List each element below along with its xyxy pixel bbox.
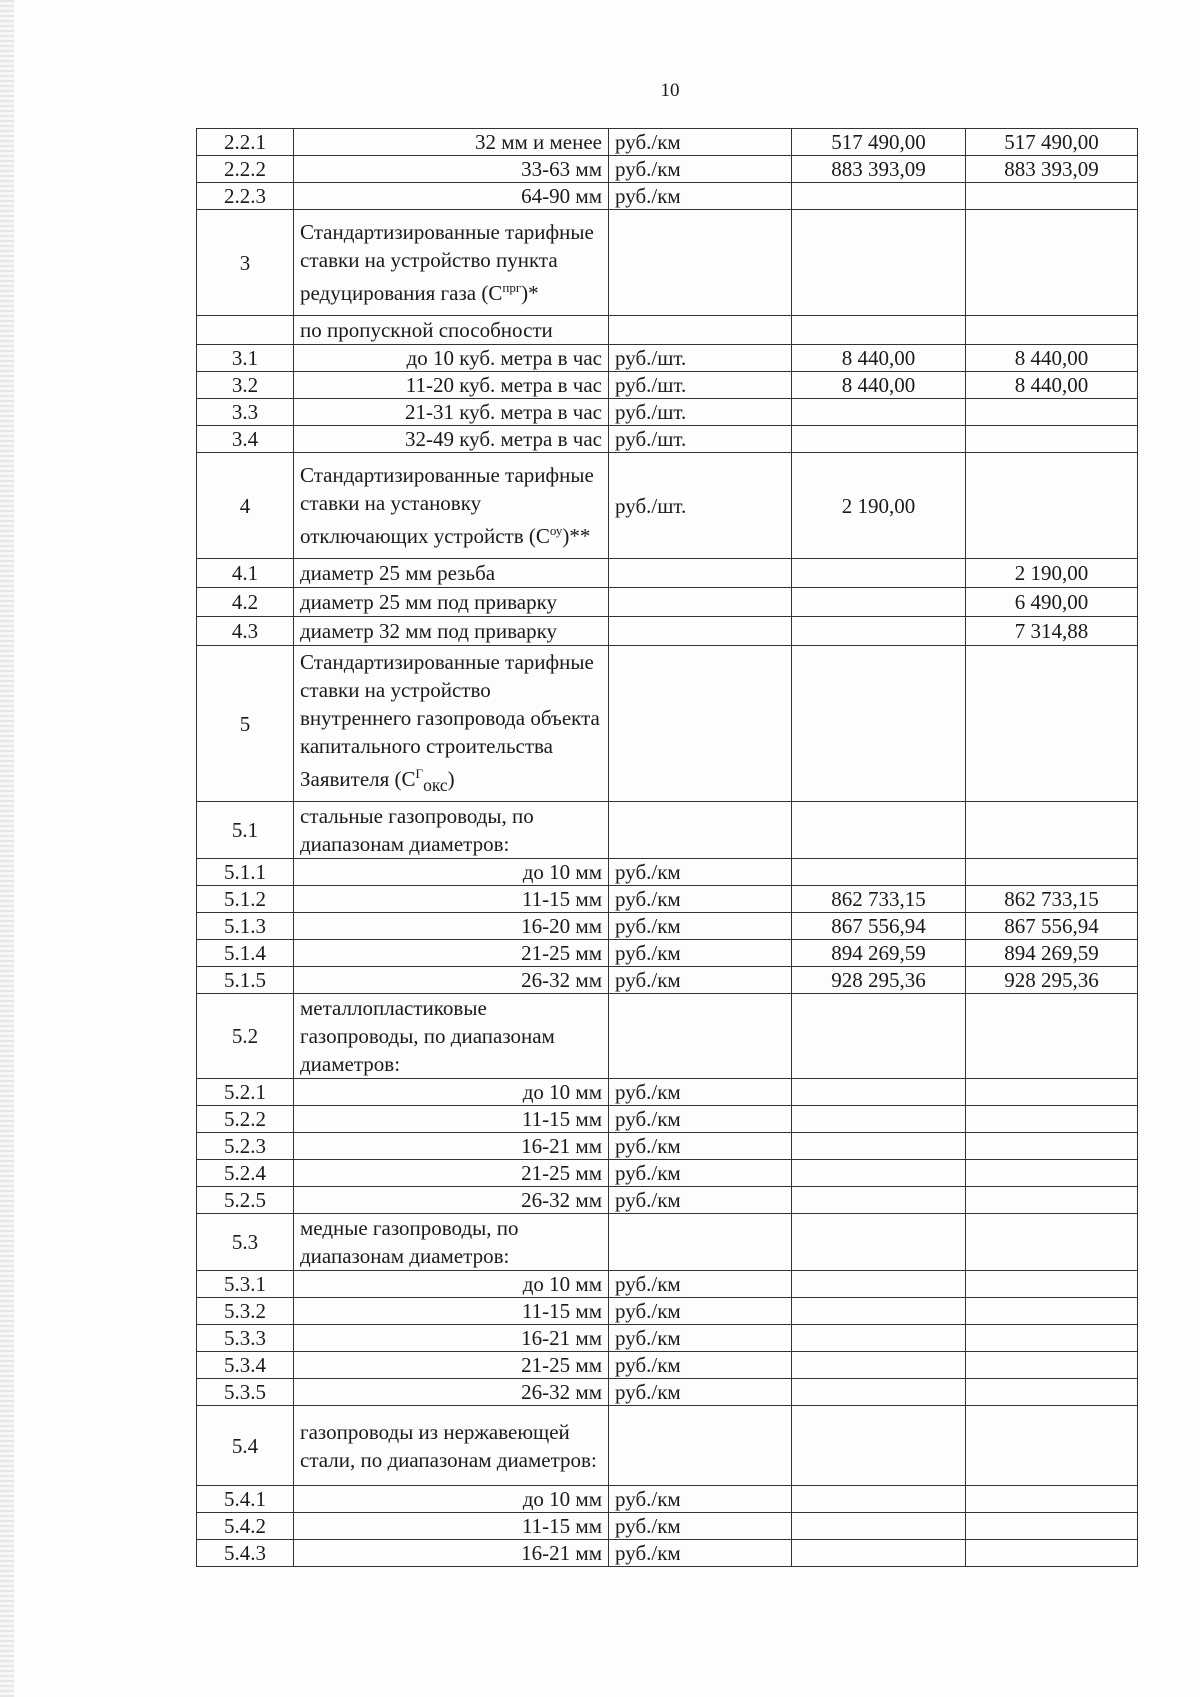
row-unit-cell <box>609 994 792 1079</box>
table-row <box>197 994 1138 1079</box>
row-unit-cell: руб./шт. <box>609 372 792 399</box>
row-name-text: 21-25 мм <box>521 1353 602 1377</box>
row-name-text: 33-63 мм <box>521 157 602 181</box>
row-unit-cell: руб./км <box>609 1379 792 1406</box>
table-row <box>197 886 1138 913</box>
row-rate-cell-1 <box>792 426 966 453</box>
symbol-suffix: )* <box>521 281 539 305</box>
row-unit-cell: руб./км <box>609 129 792 156</box>
table-row <box>197 1079 1138 1106</box>
row-name-text: до 10 мм <box>522 1080 602 1104</box>
table-row <box>197 1160 1138 1187</box>
row-unit-cell: руб./км <box>609 859 792 886</box>
row-unit-cell: руб./км <box>609 1298 792 1325</box>
row-rate-cell-2 <box>966 1513 1138 1540</box>
row-name-text: до 10 мм <box>522 860 602 884</box>
symbol-suffix: ) <box>447 766 455 791</box>
row-number-cell: 5.3 <box>197 1214 294 1271</box>
table-row <box>197 1486 1138 1513</box>
row-unit-cell: руб./км <box>609 1079 792 1106</box>
scan-edge <box>0 0 14 1697</box>
row-number-cell: 5.4.3 <box>197 1540 294 1567</box>
page-number: 10 <box>660 80 680 101</box>
row-name-cell <box>294 1406 609 1486</box>
row-rate-cell-2 <box>966 399 1138 426</box>
row-unit-cell: руб./км <box>609 1106 792 1133</box>
table-row <box>197 183 1138 210</box>
row-number-cell: 5.3.4 <box>197 1352 294 1379</box>
row-name-text: 26-32 мм <box>521 1380 602 1404</box>
table-row <box>197 940 1138 967</box>
table-row <box>197 156 1138 183</box>
row-number-cell: 3.3 <box>197 399 294 426</box>
row-name-cell <box>294 1352 609 1379</box>
table-row <box>197 1214 1138 1271</box>
row-number-cell: 5.2.1 <box>197 1079 294 1106</box>
row-rate-cell-1 <box>792 1187 966 1214</box>
row-name-cell <box>294 1325 609 1352</box>
row-name-cell <box>294 1160 609 1187</box>
row-rate-cell-2 <box>966 1486 1138 1513</box>
row-number-cell <box>197 316 294 345</box>
row-number-cell: 2.2.1 <box>197 129 294 156</box>
table-row <box>197 345 1138 372</box>
row-rate-cell-1 <box>792 183 966 210</box>
row-name-cell <box>294 183 609 210</box>
row-number-cell: 2.2.3 <box>197 183 294 210</box>
row-unit-cell <box>609 802 792 859</box>
row-name-cell <box>294 453 609 559</box>
row-rate-cell-1 <box>792 316 966 345</box>
row-name-cell <box>294 913 609 940</box>
row-name-text: до 10 мм <box>522 1487 602 1511</box>
table-row <box>197 453 1138 559</box>
row-unit-cell <box>609 210 792 316</box>
row-name-text: 11-15 мм <box>521 1514 602 1538</box>
row-name-text: по пропускной способности <box>300 318 553 342</box>
row-number-cell: 5.1.3 <box>197 913 294 940</box>
row-rate-cell-1 <box>792 1133 966 1160</box>
row-unit-cell: руб./км <box>609 940 792 967</box>
row-number-cell: 3 <box>197 210 294 316</box>
row-unit-cell: руб./км <box>609 1486 792 1513</box>
row-name-cell <box>294 886 609 913</box>
row-rate-cell-1 <box>792 1325 966 1352</box>
row-rate-cell-2 <box>966 426 1138 453</box>
table-row <box>197 316 1138 345</box>
row-unit-cell: руб./км <box>609 1540 792 1567</box>
table-row <box>197 1106 1138 1133</box>
row-name-cell <box>294 588 609 617</box>
row-rate-cell-1 <box>792 210 966 316</box>
row-rate-cell-2 <box>966 802 1138 859</box>
row-unit-cell: руб./км <box>609 156 792 183</box>
row-rate-cell-2: 517 490,00 <box>966 129 1138 156</box>
row-rate-cell-1 <box>792 1379 966 1406</box>
row-unit-cell: руб./км <box>609 1352 792 1379</box>
table-row <box>197 967 1138 994</box>
row-unit-cell: руб./шт. <box>609 426 792 453</box>
row-name-cell <box>294 1486 609 1513</box>
row-name-cell <box>294 345 609 372</box>
row-unit-cell: руб./км <box>609 1133 792 1160</box>
row-rate-cell-2 <box>966 1079 1138 1106</box>
row-name-text: 11-20 куб. метра в час <box>405 373 602 397</box>
row-name-cell <box>294 1379 609 1406</box>
row-name-text: 26-32 мм <box>521 968 602 992</box>
row-rate-cell-2 <box>966 646 1138 802</box>
row-rate-cell-2: 862 733,15 <box>966 886 1138 913</box>
row-unit-cell: руб./км <box>609 1325 792 1352</box>
row-unit-cell <box>609 1406 792 1486</box>
row-name-text: 64-90 мм <box>521 184 602 208</box>
table-row <box>197 802 1138 859</box>
row-number-cell: 5.4 <box>197 1406 294 1486</box>
row-name-text: 32-49 куб. метра в час <box>404 427 602 451</box>
row-rate-cell-2 <box>966 1352 1138 1379</box>
row-name-cell <box>294 156 609 183</box>
row-rate-cell-2 <box>966 859 1138 886</box>
row-number-cell: 5.4.2 <box>197 1513 294 1540</box>
row-rate-cell-2 <box>966 1214 1138 1271</box>
row-rate-cell-2: 2 190,00 <box>966 559 1138 588</box>
row-number-cell: 5.1.1 <box>197 859 294 886</box>
row-rate-cell-1 <box>792 399 966 426</box>
row-name-text: 16-20 мм <box>521 914 602 938</box>
row-unit-cell: руб./шт. <box>609 399 792 426</box>
table-row <box>197 859 1138 886</box>
row-unit-cell: руб./км <box>609 967 792 994</box>
row-name-text: до 10 мм <box>522 1272 602 1296</box>
symbol-suffix: )** <box>562 524 591 548</box>
table-row <box>197 1187 1138 1214</box>
row-name-text: 16-21 мм <box>521 1134 602 1158</box>
row-rate-cell-1 <box>792 1486 966 1513</box>
row-name-text: Стандартизированные тарифные ставки на устройство пункта редуцирования газа (C <box>300 220 594 305</box>
row-rate-cell-1 <box>792 646 966 802</box>
row-unit-cell: руб./км <box>609 913 792 940</box>
row-name-cell <box>294 399 609 426</box>
row-rate-cell-2 <box>966 1160 1138 1187</box>
row-rate-cell-1: 883 393,09 <box>792 156 966 183</box>
row-number-cell: 3.4 <box>197 426 294 453</box>
row-name-text: стальные газопроводы, по диапазонам диаметров: <box>300 804 534 856</box>
table-row <box>197 1298 1138 1325</box>
row-number-cell: 5.3.5 <box>197 1379 294 1406</box>
row-rate-cell-1 <box>792 1352 966 1379</box>
tariff-table-body <box>197 129 1138 1567</box>
row-name-text: Стандартизированные тарифные ставки на устройство внутреннего газопровода объекта капитального строительства Заявителя (C <box>300 649 600 791</box>
row-name-cell <box>294 994 609 1079</box>
row-rate-cell-1 <box>792 617 966 646</box>
row-rate-cell-1: 8 440,00 <box>792 372 966 399</box>
row-rate-cell-1 <box>792 1271 966 1298</box>
table-row <box>197 559 1138 588</box>
row-number-cell: 4.2 <box>197 588 294 617</box>
row-unit-cell: руб./км <box>609 1513 792 1540</box>
row-rate-cell-2 <box>966 1187 1138 1214</box>
row-rate-cell-2: 8 440,00 <box>966 345 1138 372</box>
row-unit-cell <box>609 588 792 617</box>
table-row <box>197 588 1138 617</box>
row-name-text: 21-25 мм <box>521 941 602 965</box>
row-number-cell: 5.2.2 <box>197 1106 294 1133</box>
row-rate-cell-2 <box>966 316 1138 345</box>
row-rate-cell-2: 6 490,00 <box>966 588 1138 617</box>
row-unit-cell <box>609 559 792 588</box>
table-row <box>197 1271 1138 1298</box>
row-number-cell: 5.2.3 <box>197 1133 294 1160</box>
row-number-cell: 4.1 <box>197 559 294 588</box>
table-row <box>197 129 1138 156</box>
row-name-cell <box>294 1271 609 1298</box>
table-row <box>197 1540 1138 1567</box>
row-number-cell: 2.2.2 <box>197 156 294 183</box>
symbol-superscript: прг <box>502 280 522 295</box>
row-number-cell: 5.1.5 <box>197 967 294 994</box>
row-number-cell: 5.3.1 <box>197 1271 294 1298</box>
row-rate-cell-2 <box>966 210 1138 316</box>
row-number-cell: 5.2.5 <box>197 1187 294 1214</box>
row-name-text: 11-15 мм <box>521 887 602 911</box>
row-rate-cell-2: 867 556,94 <box>966 913 1138 940</box>
table-row <box>197 1352 1138 1379</box>
row-name-text: диаметр 32 мм под приварку <box>300 619 558 643</box>
row-name-text: газопроводы из нержавеющей стали, по диапазонам диаметров: <box>300 1419 597 1472</box>
row-rate-cell-2 <box>966 1133 1138 1160</box>
row-rate-cell-1 <box>792 1079 966 1106</box>
row-rate-cell-1: 2 190,00 <box>792 453 966 559</box>
row-rate-cell-1 <box>792 1106 966 1133</box>
row-rate-cell-1: 894 269,59 <box>792 940 966 967</box>
row-rate-cell-1 <box>792 559 966 588</box>
row-rate-cell-1 <box>792 1160 966 1187</box>
row-number-cell: 5.1.4 <box>197 940 294 967</box>
row-rate-cell-1 <box>792 1298 966 1325</box>
table-row <box>197 1513 1138 1540</box>
table-row <box>197 372 1138 399</box>
row-name-cell <box>294 1298 609 1325</box>
row-name-cell <box>294 210 609 316</box>
table-row <box>197 1133 1138 1160</box>
row-rate-cell-2 <box>966 1298 1138 1325</box>
row-rate-cell-1: 867 556,94 <box>792 913 966 940</box>
row-name-cell <box>294 372 609 399</box>
row-number-cell: 5.3.3 <box>197 1325 294 1352</box>
row-rate-cell-2: 928 295,36 <box>966 967 1138 994</box>
row-rate-cell-1: 862 733,15 <box>792 886 966 913</box>
row-number-cell: 4.3 <box>197 617 294 646</box>
row-name-text: 11-15 мм <box>521 1107 602 1131</box>
row-name-text: 16-21 мм <box>521 1541 602 1565</box>
row-name-cell <box>294 559 609 588</box>
row-rate-cell-1 <box>792 1513 966 1540</box>
row-unit-cell: руб./км <box>609 183 792 210</box>
table-row <box>197 1325 1138 1352</box>
symbol-superscript: Г <box>415 765 424 781</box>
row-number-cell: 4 <box>197 453 294 559</box>
row-number-cell: 5.3.2 <box>197 1298 294 1325</box>
table-row <box>197 210 1138 316</box>
row-rate-cell-2 <box>966 1379 1138 1406</box>
row-unit-cell: руб./км <box>609 1187 792 1214</box>
row-name-cell <box>294 1187 609 1214</box>
row-name-cell <box>294 426 609 453</box>
row-name-cell <box>294 1513 609 1540</box>
row-name-text: 16-21 мм <box>521 1326 602 1350</box>
row-name-cell <box>294 940 609 967</box>
row-rate-cell-2 <box>966 183 1138 210</box>
row-name-cell <box>294 316 609 345</box>
row-unit-cell <box>609 617 792 646</box>
row-rate-cell-1 <box>792 859 966 886</box>
row-rate-cell-2 <box>966 1271 1138 1298</box>
row-unit-cell <box>609 1214 792 1271</box>
row-rate-cell-2 <box>966 1106 1138 1133</box>
row-rate-cell-2 <box>966 1325 1138 1352</box>
row-number-cell: 3.2 <box>197 372 294 399</box>
row-unit-cell: руб./км <box>609 1160 792 1187</box>
row-name-text: 32 мм и менее <box>474 130 602 154</box>
row-unit-cell <box>609 316 792 345</box>
table-row <box>197 913 1138 940</box>
row-number-cell: 5.4.1 <box>197 1486 294 1513</box>
row-rate-cell-2: 883 393,09 <box>966 156 1138 183</box>
row-name-cell <box>294 1079 609 1106</box>
row-rate-cell-1 <box>792 802 966 859</box>
row-unit-cell: руб./км <box>609 1271 792 1298</box>
row-rate-cell-1 <box>792 1406 966 1486</box>
symbol-subscript: окс <box>423 775 448 796</box>
row-name-cell <box>294 1540 609 1567</box>
row-rate-cell-2 <box>966 994 1138 1079</box>
row-number-cell: 5.1 <box>197 802 294 859</box>
row-name-text: до 10 куб. метра в час <box>406 346 602 370</box>
row-name-cell <box>294 646 609 802</box>
row-unit-cell: руб./шт. <box>609 345 792 372</box>
row-rate-cell-1: 928 295,36 <box>792 967 966 994</box>
row-name-text: диаметр 25 мм резьба <box>300 561 496 585</box>
row-rate-cell-2 <box>966 453 1138 559</box>
table-row <box>197 646 1138 802</box>
row-rate-cell-1 <box>792 588 966 617</box>
table-row <box>197 1406 1138 1486</box>
table-row <box>197 1379 1138 1406</box>
row-name-text: металлопластиковые газопроводы, по диапазонам диаметров: <box>300 996 555 1076</box>
row-number-cell: 5.1.2 <box>197 886 294 913</box>
symbol-superscript: оу <box>549 523 563 538</box>
row-name-text: 21-25 мм <box>521 1161 602 1185</box>
row-name-cell <box>294 617 609 646</box>
row-number-cell: 5 <box>197 646 294 802</box>
table-row <box>197 399 1138 426</box>
row-name-text: диаметр 25 мм под приварку <box>300 590 558 614</box>
row-rate-cell-1 <box>792 1540 966 1567</box>
row-name-cell <box>294 967 609 994</box>
tariff-table <box>196 128 1138 1567</box>
row-rate-cell-1: 8 440,00 <box>792 345 966 372</box>
row-rate-cell-2 <box>966 1406 1138 1486</box>
row-rate-cell-2: 8 440,00 <box>966 372 1138 399</box>
row-unit-cell: руб./км <box>609 886 792 913</box>
row-name-text: 21-31 куб. метра в час <box>404 400 602 424</box>
row-rate-cell-1 <box>792 1214 966 1271</box>
row-name-cell <box>294 859 609 886</box>
table-row <box>197 426 1138 453</box>
row-name-cell <box>294 1106 609 1133</box>
row-rate-cell-2: 7 314,88 <box>966 617 1138 646</box>
row-rate-cell-1: 517 490,00 <box>792 129 966 156</box>
row-name-text: медные газопроводы, по диапазонам диаметров: <box>300 1216 519 1268</box>
row-number-cell: 5.2.4 <box>197 1160 294 1187</box>
row-number-cell: 5.2 <box>197 994 294 1079</box>
row-name-cell <box>294 1214 609 1271</box>
row-number-cell: 3.1 <box>197 345 294 372</box>
table-row <box>197 617 1138 646</box>
row-rate-cell-2 <box>966 1540 1138 1567</box>
row-name-text: 11-15 мм <box>521 1299 602 1323</box>
row-name-cell <box>294 129 609 156</box>
row-name-cell <box>294 1133 609 1160</box>
row-rate-cell-2: 894 269,59 <box>966 940 1138 967</box>
row-name-text: Стандартизированные тарифные ставки на установку отключающих устройств (C <box>300 463 594 548</box>
row-rate-cell-1 <box>792 994 966 1079</box>
row-name-text: 26-32 мм <box>521 1188 602 1212</box>
row-unit-cell: руб./шт. <box>609 453 792 559</box>
row-unit-cell <box>609 646 792 802</box>
row-name-cell <box>294 802 609 859</box>
